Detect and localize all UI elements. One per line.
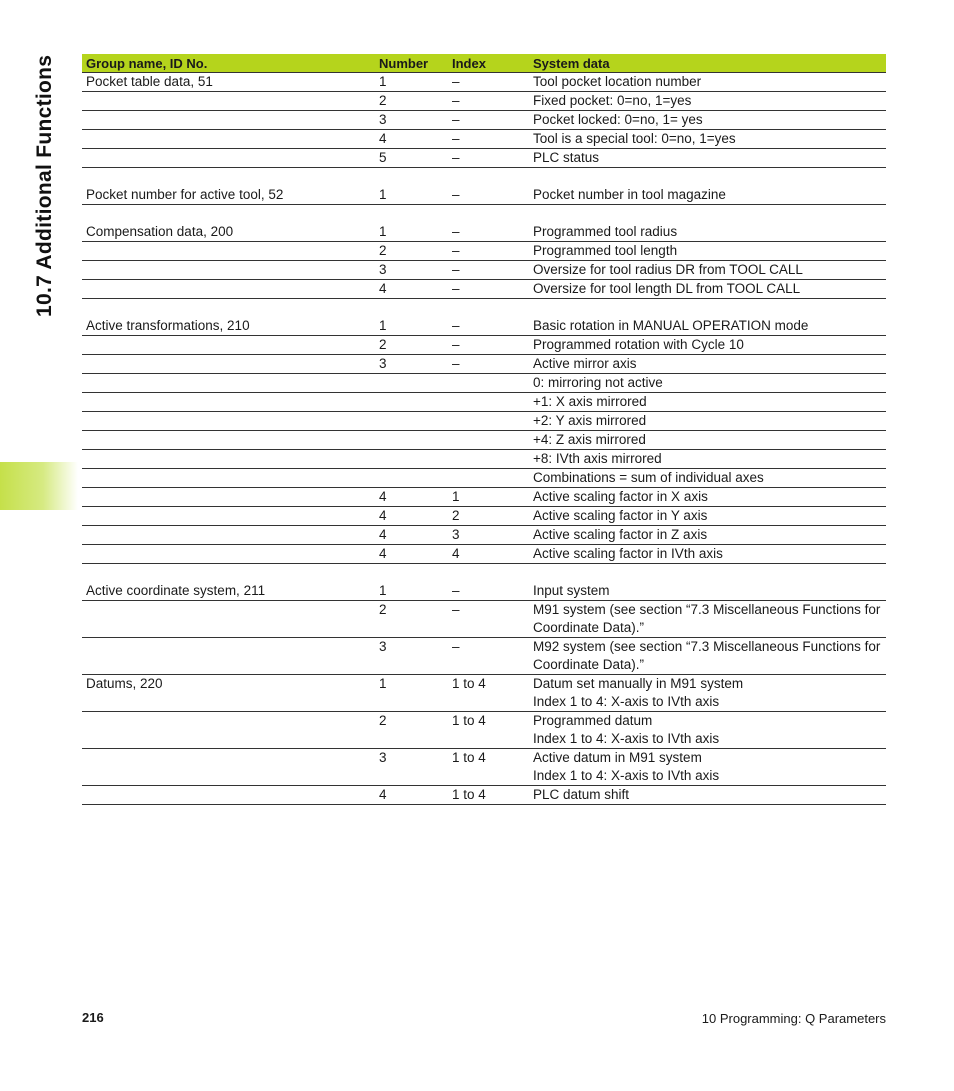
- number-cell: 3: [375, 111, 448, 130]
- group-name-cell: [82, 355, 375, 374]
- group-name-cell: [82, 336, 375, 355]
- chapter-tab-marker: [0, 462, 78, 510]
- group-name-cell: [82, 374, 375, 393]
- system-data-cell: Pocket number in tool magazine: [529, 186, 886, 205]
- table-header-row: [82, 54, 886, 73]
- table-row: [82, 186, 886, 205]
- system-data-cell: Basic rotation in MANUAL OPERATION mode: [529, 317, 886, 336]
- number-cell: 5: [375, 149, 448, 168]
- system-data-cell: Active scaling factor in IVth axis: [529, 545, 886, 564]
- index-cell: –: [448, 92, 529, 111]
- system-data-cell: Input system: [529, 582, 886, 601]
- index-cell: 1 to 4: [448, 786, 529, 805]
- system-data-cell: Tool pocket location number: [529, 73, 886, 92]
- table-row: [82, 374, 886, 393]
- group-name-cell: [82, 488, 375, 507]
- system-data-line: Index 1 to 4: X-axis to IVth axis: [533, 731, 720, 746]
- header-index: Index: [448, 54, 529, 73]
- group-name-cell: [82, 130, 375, 149]
- group-name-cell: Pocket table data, 51: [82, 73, 375, 92]
- system-data-line: Programmed datum: [533, 713, 653, 728]
- group-name-cell: Pocket number for active tool, 52: [82, 186, 375, 205]
- index-cell: –: [448, 223, 529, 242]
- spacer-row: [82, 205, 886, 224]
- number-cell: 4: [375, 488, 448, 507]
- index-cell: 1 to 4: [448, 749, 529, 786]
- group-name-cell: Active coordinate system, 211: [82, 582, 375, 601]
- group-name-cell: Active transformations, 210: [82, 317, 375, 336]
- system-data-cell: M91 system (see section “7.3 Miscellaneous Functions for Coordinate Data).”: [529, 601, 886, 638]
- group-name-cell: Datums, 220: [82, 675, 375, 712]
- table-row: [82, 280, 886, 299]
- index-cell: [448, 374, 529, 393]
- system-data-cell: +8: IVth axis mirrored: [529, 450, 886, 469]
- number-cell: 4: [375, 786, 448, 805]
- index-cell: [448, 450, 529, 469]
- index-cell: 1: [448, 488, 529, 507]
- number-cell: 2: [375, 92, 448, 111]
- number-cell: 1: [375, 186, 448, 205]
- system-data-cell: Programmed rotation with Cycle 10: [529, 336, 886, 355]
- system-data-cell: Active scaling factor in Z axis: [529, 526, 886, 545]
- table-row: [82, 545, 886, 564]
- spacer-row: [82, 564, 886, 583]
- system-data-cell: PLC status: [529, 149, 886, 168]
- system-data-cell: Combinations = sum of individual axes: [529, 469, 886, 488]
- index-cell: –: [448, 130, 529, 149]
- number-cell: 4: [375, 280, 448, 299]
- group-name-cell: [82, 431, 375, 450]
- group-name-cell: [82, 111, 375, 130]
- table-row: [82, 336, 886, 355]
- system-data-cell: [529, 712, 886, 749]
- number-cell: 4: [375, 545, 448, 564]
- system-data-cell: Fixed pocket: 0=no, 1=yes: [529, 92, 886, 111]
- page-number: 216: [82, 1010, 104, 1025]
- header-number: Number: [375, 54, 448, 73]
- system-data-cell: 0: mirroring not active: [529, 374, 886, 393]
- system-data-line: Datum set manually in M91 system: [533, 676, 744, 691]
- table-row: [82, 431, 886, 450]
- index-cell: [448, 412, 529, 431]
- table-row: [82, 749, 886, 786]
- system-data-cell: Pocket locked: 0=no, 1= yes: [529, 111, 886, 130]
- number-cell: [375, 393, 448, 412]
- table-row: [82, 111, 886, 130]
- index-cell: –: [448, 601, 529, 638]
- system-data-cell: Active mirror axis: [529, 355, 886, 374]
- number-cell: 2: [375, 242, 448, 261]
- group-name-cell: [82, 280, 375, 299]
- table-row: [82, 601, 886, 638]
- number-cell: 3: [375, 261, 448, 280]
- system-data-cell: M92 system (see section “7.3 Miscellaneous Functions for Coordinate Data).”: [529, 638, 886, 675]
- group-name-cell: [82, 507, 375, 526]
- group-name-cell: Compensation data, 200: [82, 223, 375, 242]
- system-data-cell: Programmed tool radius: [529, 223, 886, 242]
- index-cell: –: [448, 261, 529, 280]
- group-name-cell: [82, 242, 375, 261]
- number-cell: 4: [375, 130, 448, 149]
- index-cell: –: [448, 317, 529, 336]
- number-cell: [375, 450, 448, 469]
- system-data-cell: +2: Y axis mirrored: [529, 412, 886, 431]
- system-data-cell: +1: X axis mirrored: [529, 393, 886, 412]
- table-row: [82, 355, 886, 374]
- number-cell: 3: [375, 355, 448, 374]
- group-name-cell: [82, 526, 375, 545]
- group-name-cell: [82, 712, 375, 749]
- group-name-cell: [82, 412, 375, 431]
- system-data-table: [82, 54, 886, 805]
- number-cell: 1: [375, 223, 448, 242]
- index-cell: [448, 393, 529, 412]
- system-data-cell: PLC datum shift: [529, 786, 886, 805]
- system-data-cell: Tool is a special tool: 0=no, 1=yes: [529, 130, 886, 149]
- table-row: [82, 507, 886, 526]
- group-name-cell: [82, 749, 375, 786]
- index-cell: 1 to 4: [448, 675, 529, 712]
- group-name-cell: [82, 261, 375, 280]
- table-row: [82, 638, 886, 675]
- number-cell: 1: [375, 73, 448, 92]
- table-row: [82, 488, 886, 507]
- spacer-row: [82, 299, 886, 318]
- table-row: [82, 675, 886, 712]
- table-row: [82, 786, 886, 805]
- table-row: [82, 317, 886, 336]
- group-name-cell: [82, 393, 375, 412]
- table-row: [82, 149, 886, 168]
- group-name-cell: [82, 638, 375, 675]
- index-cell: –: [448, 186, 529, 205]
- header-group-name: Group name, ID No.: [82, 54, 375, 73]
- index-cell: [448, 431, 529, 450]
- system-data-line: Index 1 to 4: X-axis to IVth axis: [533, 694, 720, 709]
- number-cell: [375, 412, 448, 431]
- table-row: [82, 450, 886, 469]
- index-cell: –: [448, 242, 529, 261]
- group-name-cell: [82, 92, 375, 111]
- index-cell: –: [448, 638, 529, 675]
- table-row: [82, 469, 886, 488]
- index-cell: –: [448, 355, 529, 374]
- group-name-cell: [82, 469, 375, 488]
- system-data-cell: +4: Z axis mirrored: [529, 431, 886, 450]
- number-cell: 3: [375, 638, 448, 675]
- index-cell: –: [448, 582, 529, 601]
- group-name-cell: [82, 545, 375, 564]
- number-cell: 2: [375, 601, 448, 638]
- table-row: [82, 712, 886, 749]
- index-cell: –: [448, 280, 529, 299]
- index-cell: 3: [448, 526, 529, 545]
- index-cell: –: [448, 111, 529, 130]
- system-data-cell: Active scaling factor in X axis: [529, 488, 886, 507]
- number-cell: 1: [375, 675, 448, 712]
- group-name-cell: [82, 149, 375, 168]
- table-row: [82, 526, 886, 545]
- number-cell: [375, 374, 448, 393]
- system-data-cell: Oversize for tool radius DR from TOOL CALL: [529, 261, 886, 280]
- system-data-cell: Active scaling factor in Y axis: [529, 507, 886, 526]
- index-cell: [448, 469, 529, 488]
- number-cell: 3: [375, 749, 448, 786]
- number-cell: 4: [375, 507, 448, 526]
- index-cell: –: [448, 336, 529, 355]
- table-row: [82, 73, 886, 92]
- table-row: [82, 242, 886, 261]
- number-cell: 2: [375, 712, 448, 749]
- number-cell: [375, 431, 448, 450]
- group-name-cell: [82, 786, 375, 805]
- number-cell: 4: [375, 526, 448, 545]
- number-cell: 1: [375, 317, 448, 336]
- table-row: [82, 130, 886, 149]
- index-cell: 4: [448, 545, 529, 564]
- number-cell: 2: [375, 336, 448, 355]
- system-data-cell: Programmed tool length: [529, 242, 886, 261]
- group-name-cell: [82, 601, 375, 638]
- number-cell: 1: [375, 582, 448, 601]
- system-data-cell: [529, 749, 886, 786]
- system-data-line: Active datum in M91 system: [533, 750, 702, 765]
- header-system-data: System data: [529, 54, 886, 73]
- system-data-line: Index 1 to 4: X-axis to IVth axis: [533, 768, 720, 783]
- index-cell: 1 to 4: [448, 712, 529, 749]
- chapter-footer: 10 Programming: Q Parameters: [701, 1011, 886, 1026]
- system-data-cell: Oversize for tool length DL from TOOL CALL: [529, 280, 886, 299]
- table-row: [82, 412, 886, 431]
- table-row: [82, 393, 886, 412]
- index-cell: –: [448, 73, 529, 92]
- table-row: [82, 92, 886, 111]
- system-data-cell: [529, 675, 886, 712]
- table-row: [82, 223, 886, 242]
- index-cell: –: [448, 149, 529, 168]
- index-cell: 2: [448, 507, 529, 526]
- number-cell: [375, 469, 448, 488]
- spacer-row: [82, 168, 886, 187]
- group-name-cell: [82, 450, 375, 469]
- table-row: [82, 582, 886, 601]
- side-section-title: 10.7 Additional Functions: [33, 55, 56, 318]
- table-row: [82, 261, 886, 280]
